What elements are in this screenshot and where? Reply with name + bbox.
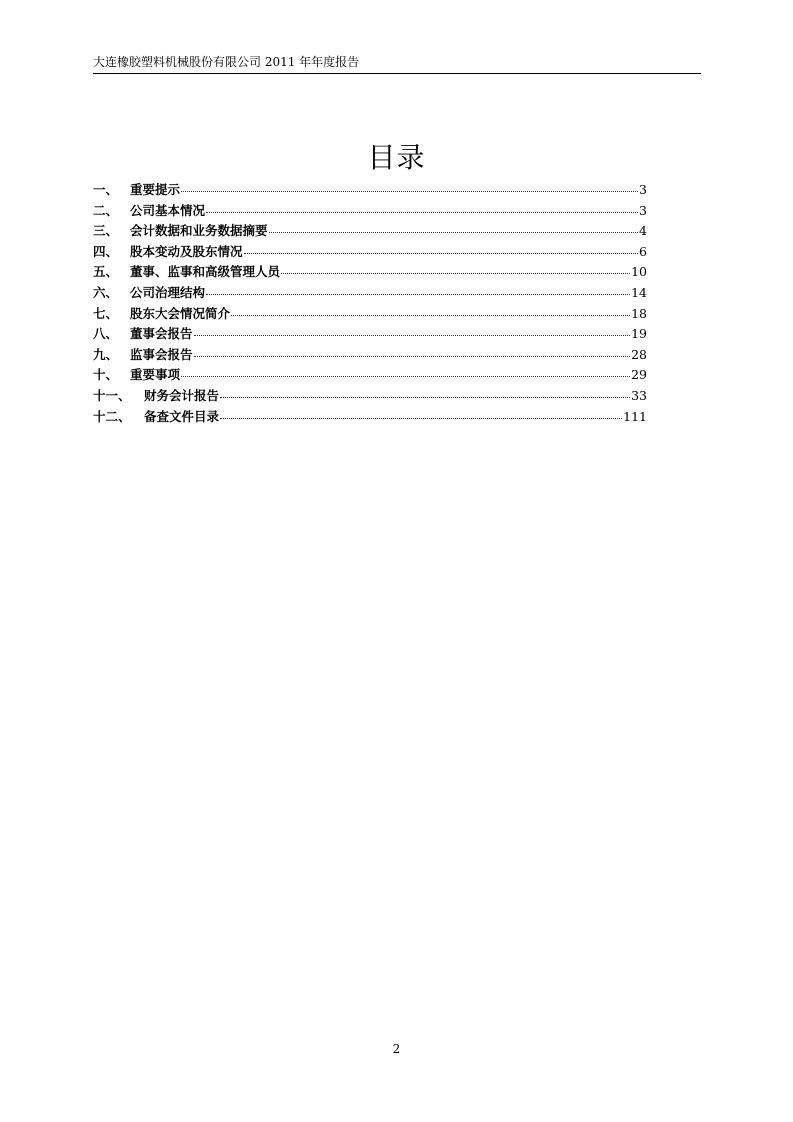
toc-entry-label: 公司基本情况 [130, 202, 206, 218]
toc-entry-label: 备查文件目录 [144, 408, 220, 424]
toc-entry-page: 6 [639, 243, 647, 259]
toc-leader-dots [269, 221, 639, 235]
toc-entry-number: 六、 [93, 284, 119, 300]
toc-entry-supervisory-report[interactable] [93, 345, 647, 366]
toc-leader-dots [281, 262, 630, 276]
toc-entry-number: 五、 [93, 264, 119, 280]
running-header: 大连橡胶塑料机械股份有限公司 2011 年年度报告 [93, 55, 360, 69]
toc-entry-company-basics[interactable] [93, 201, 647, 222]
toc-entry-number: 七、 [93, 305, 119, 321]
toc-entry-number: 四、 [93, 243, 119, 259]
toc-leader-dots [181, 180, 638, 194]
toc-entry-number: 一、 [93, 182, 119, 197]
toc-entry-page: 33 [631, 387, 647, 403]
toc-entry-number: 二、 [93, 202, 119, 218]
toc-entry-label: 股本变动及股东情况 [130, 243, 243, 259]
toc-entry-directors[interactable] [93, 262, 647, 283]
toc-entry-page: 3 [639, 182, 647, 197]
toc-entry-shareholder-meeting[interactable] [93, 304, 647, 325]
toc-leader-dots [220, 407, 622, 421]
header-divider [93, 73, 701, 74]
toc-leader-dots [181, 365, 630, 379]
toc-entry-label: 会计数据和业务数据摘要 [130, 223, 268, 239]
page-number: 2 [392, 1042, 401, 1056]
toc-entry-page: 18 [631, 305, 647, 321]
toc-entry-financial-report[interactable] [93, 386, 647, 407]
toc-entry-important-notice[interactable] [93, 180, 647, 201]
toc-entry-label: 重要提示 [130, 182, 181, 197]
toc-entry-label: 董事、监事和高级管理人员 [130, 264, 281, 280]
toc-title: 目录 [367, 141, 426, 174]
toc-entry-number: 十、 [93, 367, 119, 383]
toc-entry-page: 3 [639, 202, 647, 218]
toc-entry-board-report[interactable] [93, 324, 647, 345]
toc-entry-label: 公司治理结构 [130, 284, 206, 300]
toc-entry-share-changes[interactable] [93, 242, 647, 263]
toc-entry-label: 董事会报告 [130, 326, 193, 342]
toc-entry-page: 4 [639, 223, 647, 239]
toc-entry-page: 19 [631, 326, 647, 342]
toc-leader-dots [220, 386, 630, 400]
toc-entry-number: 九、 [93, 346, 119, 362]
toc-entry-number: 十二、 [93, 408, 131, 424]
toc-leader-dots [194, 345, 631, 359]
toc-entry-number: 八、 [93, 326, 119, 342]
toc-entry-page: 14 [631, 284, 647, 300]
toc-entry-label: 监事会报告 [130, 346, 193, 362]
toc-entry-number: 十一、 [93, 387, 131, 403]
toc-entry-reference-documents[interactable] [93, 407, 647, 428]
toc-entry-label: 股东大会情况简介 [130, 305, 231, 321]
toc-entry-page: 28 [631, 346, 647, 362]
toc-entry-major-matters[interactable] [93, 365, 647, 386]
toc-leader-dots [206, 201, 638, 215]
toc-entry-page: 111 [623, 408, 647, 424]
toc-leader-dots [206, 283, 630, 297]
toc-entry-label: 财务会计报告 [144, 387, 220, 403]
toc-leader-dots [194, 324, 631, 338]
toc-entry-accounting-data[interactable] [93, 221, 647, 242]
toc-leader-dots [231, 304, 630, 318]
toc-entry-page: 10 [631, 264, 647, 280]
table-of-contents [93, 180, 647, 427]
toc-entry-governance[interactable] [93, 283, 647, 304]
toc-entry-label: 重要事项 [130, 367, 181, 383]
toc-leader-dots [244, 242, 639, 256]
toc-entry-number: 三、 [93, 223, 119, 239]
toc-entry-page: 29 [631, 367, 647, 383]
